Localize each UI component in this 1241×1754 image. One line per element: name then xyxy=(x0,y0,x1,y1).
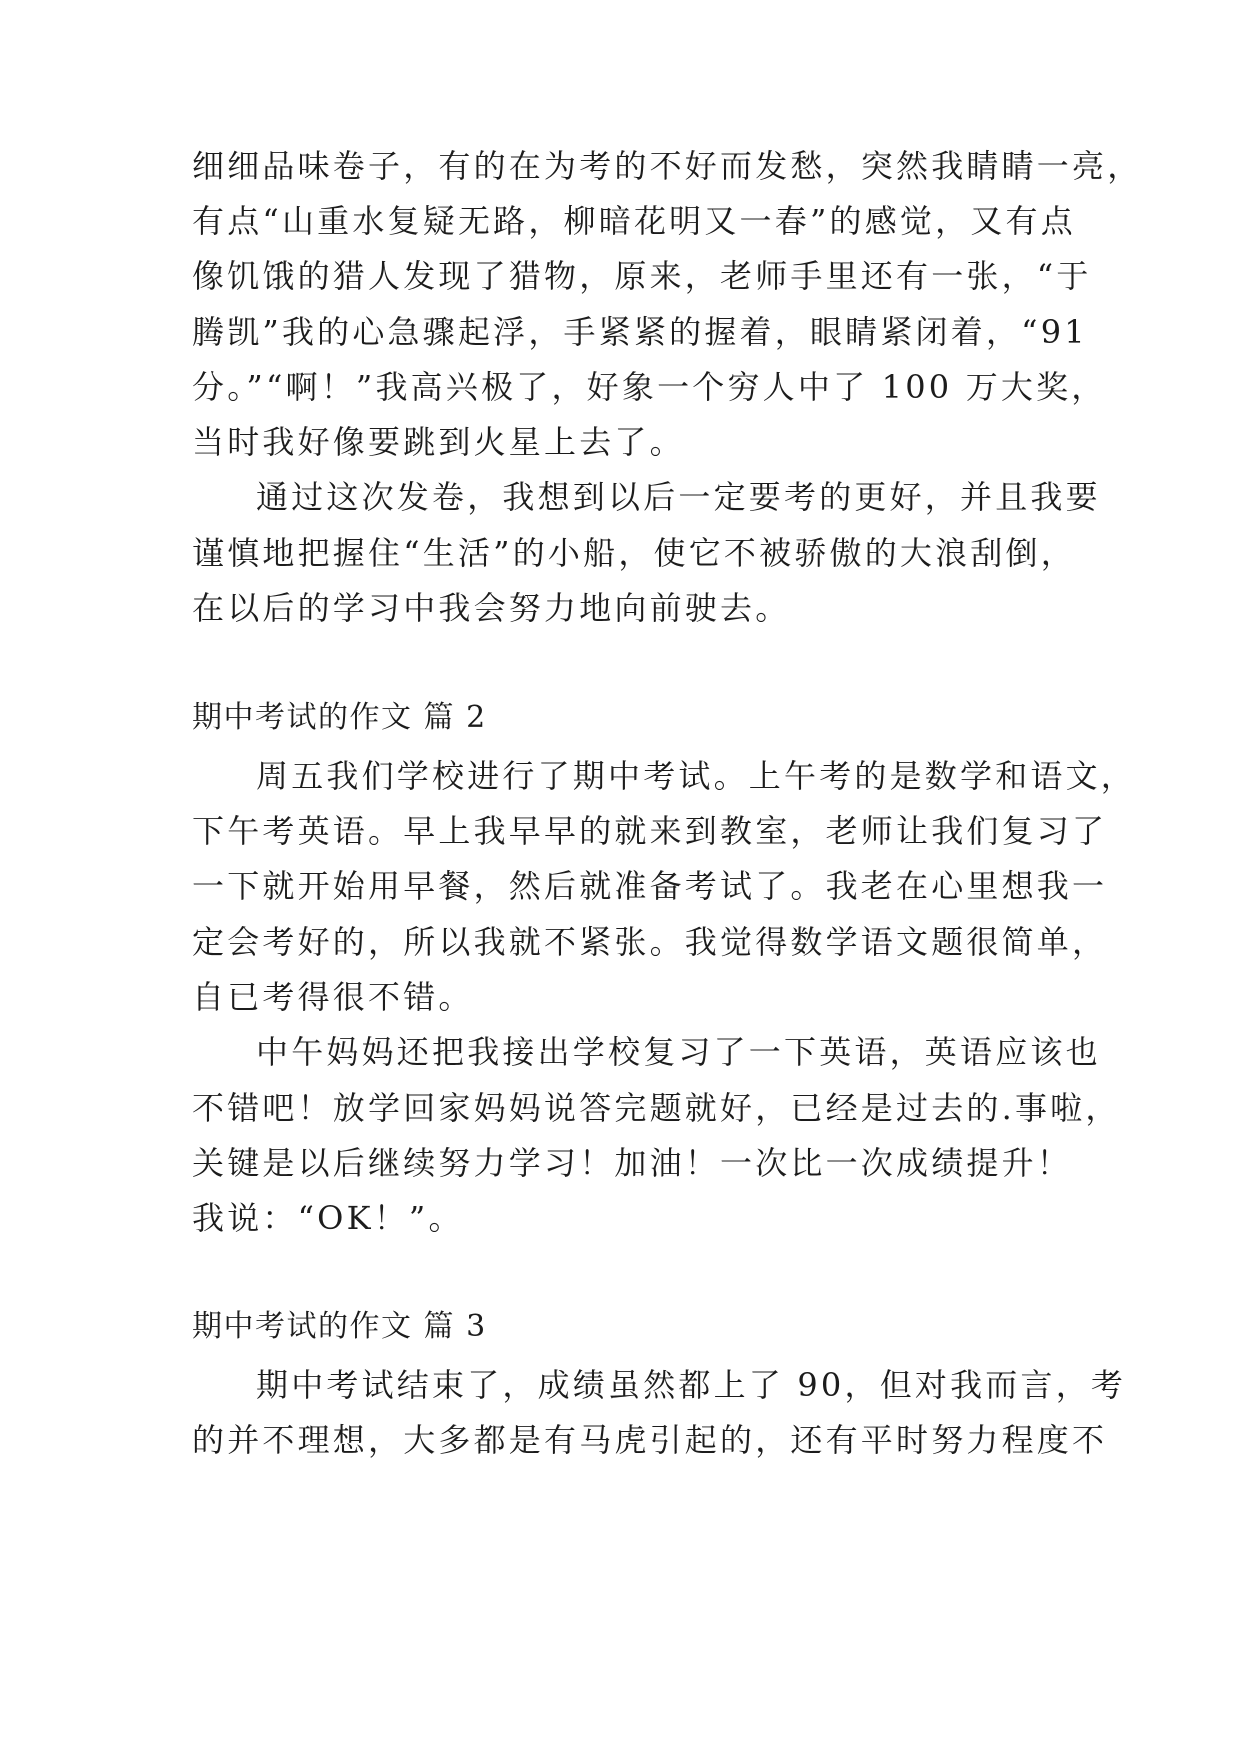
text-line: 在以后的学习中我会努力地向前驶去。 xyxy=(192,589,791,627)
text-line: 谨慎地把握住“生活”的小船，使它不被骄傲的大浪刮倒， xyxy=(192,534,1076,572)
text-line: 细细品味卷子，有的在为考的不好而发愁，突然我睛睛一亮， xyxy=(192,147,1143,185)
text-line: 定会考好的，所以我就不紧张。我觉得数学语文题很简单， xyxy=(192,923,1108,961)
text-line: 期中考试结束了，成绩虽然都上了 90，但对我而言，考 xyxy=(256,1366,1127,1404)
text-line: 不错吧！放学回家妈妈说答完题就好，已经是过去的.事啦， xyxy=(192,1089,1121,1127)
text-line: 有点“山重水复疑无路，柳暗花明又一春”的感觉，又有点 xyxy=(192,202,1076,240)
text-line: 我说：“OK！”。 xyxy=(192,1199,464,1237)
text-line: 自已考得很不错。 xyxy=(192,978,474,1016)
text-line: 腾凯”我的心急骤起浮，手紧紧的握着，眼睛紧闭着，“91 xyxy=(192,313,1088,351)
text-line: 当时我好像要跳到火星上去了。 xyxy=(192,423,685,461)
text-line: 下午考英语。早上我早早的就来到教室，老师让我们复习了 xyxy=(192,812,1108,850)
text-line: 分。”“啊！”我高兴极了，好象一个穷人中了 100 万大奖， xyxy=(192,368,1107,406)
text-line: 周五我们学校进行了期中考试。上午考的是数学和语文， xyxy=(256,757,1137,795)
text-line: 像饥饿的猎人发现了猎物，原来，老师手里还有一张，“于 xyxy=(192,257,1092,295)
section-heading: 期中考试的作文 篇 3 xyxy=(192,1309,487,1344)
text-line: 关键是以后继续努力学习！加油！一次比一次成绩提升！ xyxy=(192,1144,1073,1182)
text-line: 通过这次发卷，我想到以后一定要考的更好，并且我要 xyxy=(256,478,1101,516)
text-line: 的并不理想，大多都是有马虎引起的，还有平时努力程度不 xyxy=(192,1421,1108,1459)
text-line: 一下就开始用早餐，然后就准备考试了。我老在心里想我一 xyxy=(192,867,1108,905)
section-heading: 期中考试的作文 篇 2 xyxy=(192,700,487,735)
text-line: 中午妈妈还把我接出学校复习了一下英语，英语应该也 xyxy=(256,1033,1101,1071)
